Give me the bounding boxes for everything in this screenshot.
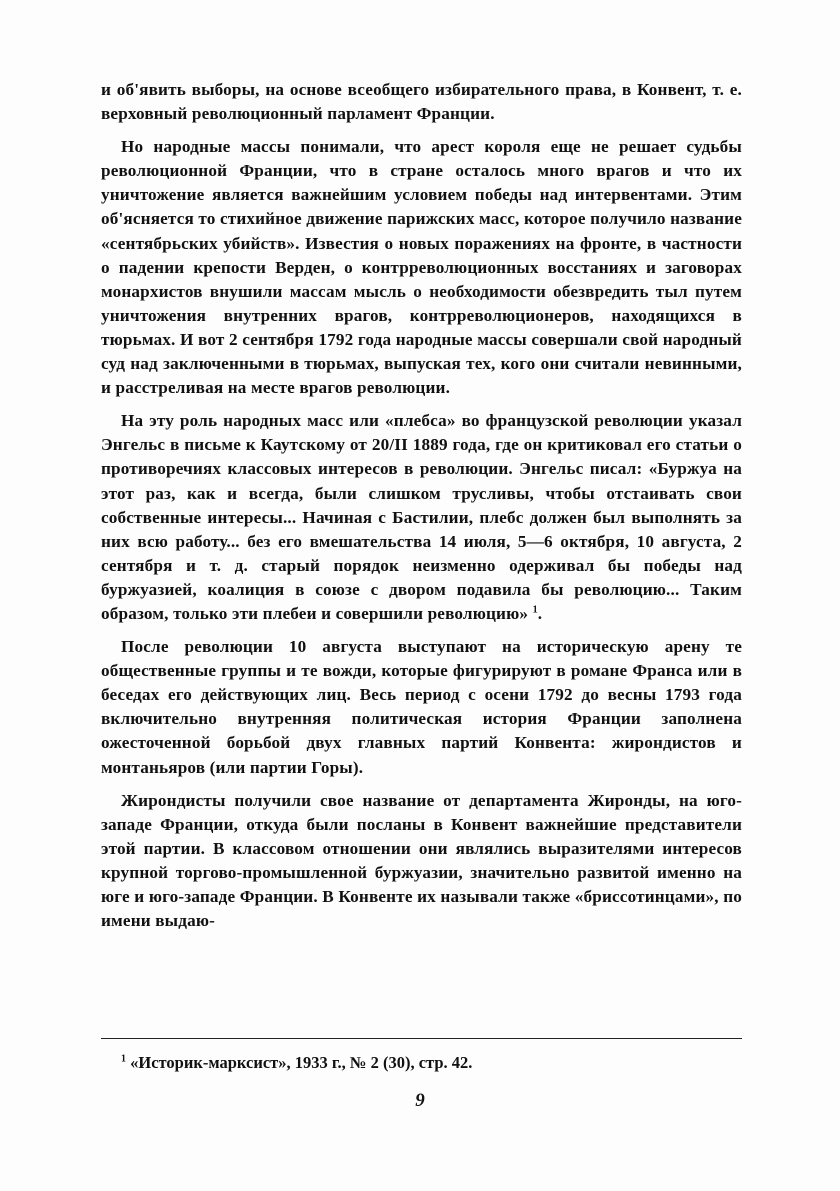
paragraph-3: На эту роль народных масс или «плебса» во французской революции указал Энгельс в письме к Каутскому от 20/II 1889 года, где он критиковал его статьи о противоречиях классовых интересов в революции. Энгельс писал: «Буржуа на этот раз, как и всегда, были слишком трусливы, чтобы отстаивать свои собственные интересы... Начиная с Бастилии, плебс должен был выполнять за них всю работу... без его вмешательства 14 июля, 5—6 октября, 10 августа, 2 сентября и т. д. старый порядок неизменно одерживал бы победы над буржуазией, коалиция в союзе с двором подавила бы революцию... Таким образом, только эти плебеи и совершили революцию» $^1$.: [101, 411, 742, 623]
footnote-text: «Историк-марксист», 1933 г., № 2 (30), стр. 42.: [130, 1053, 473, 1072]
page-number: 9: [415, 1090, 425, 1111]
footnote-divider: [101, 1038, 742, 1039]
paragraph-5: Жирондисты получили свое название от департамента Жиронды, на юго-западе Франции, откуда были посланы в Конвент важнейшие представители этой партии. В классовом отношении они являлись выразителями интересов крупной торгово-промышленной буржуазии, значительно развитой именно на юге и юго-западе Франции. В Конвенте их называли также «бриссотинцами», по имени выдаю-: [101, 790, 742, 931]
footnote: [121, 1052, 742, 1074]
paragraph-1: и об'явить выборы, на основе всеобщего избирательного права, в Конвент, т. е. верховный революционный парламент Франции.: [101, 80, 742, 124]
paragraph-4: После революции 10 августа выступают на историческую арену те общественные группы и те вожди, которые фигурируют в романе Франса или в беседах его действующих лиц. Весь период с осени 1792 до весны 1793 года включительно внутренняя политическая история Франции заполнена ожесточенной борьбой двух главных партий Конвента: жирондистов и монтаньяров (или партии Горы).: [101, 637, 742, 777]
body-text: [101, 78, 742, 933]
paragraph-2: Но народные массы понимали, что арест короля еще не решает судьбы революционной Франции, что в стране осталось много врагов и что их уничтожение является важнейшим условием победы над интервентами. Этим об'ясняется то стихийное движение парижских масс, которое получило название «сентябрьских убийств». Известия о новых поражениях на фронте, в частности о падении крепости Верден, о контрреволюционных восстаниях и заговорах монархистов внушили массам мысль о необходимости обезвредить тыл путем уничтожения внутренних врагов, контрреволюционеров, находящихся в тюрьмах. И вот 2 сентября 1792 года народные массы совершали свой народный суд над заключенными в тюрьмах, выпуская тех, кого они считали невинными, и расстреливая на месте врагов революции.: [101, 137, 742, 398]
paragraph-3-text: На эту роль народных масс или «плебса» во французской революции указал Энгельс в письме к Каутскому от 20/II 1889 года, где он критиковал его статьи о противоречиях классовых интересов в революции. Энгельс писал: «Буржуа на этот раз, как и всегда, были слишком трусливы, чтобы отстаивать свои собственные интересы... Начиная с Бастилии, плебс должен был выполнять за них всю работу... без его вмешательства 14 июля, 5—6 октября, 10 августа, 2 сентября и т. д. старый порядок неизменно одерживал бы победы над буржуазией, коалиция в союзе с двором подавила бы революцию... Таким образом, только эти плебеи и совершили революцию»: [101, 411, 742, 623]
footnote-reference[interactable]: 1: [532, 604, 538, 616]
footnote-marker: 1: [121, 1053, 126, 1065]
